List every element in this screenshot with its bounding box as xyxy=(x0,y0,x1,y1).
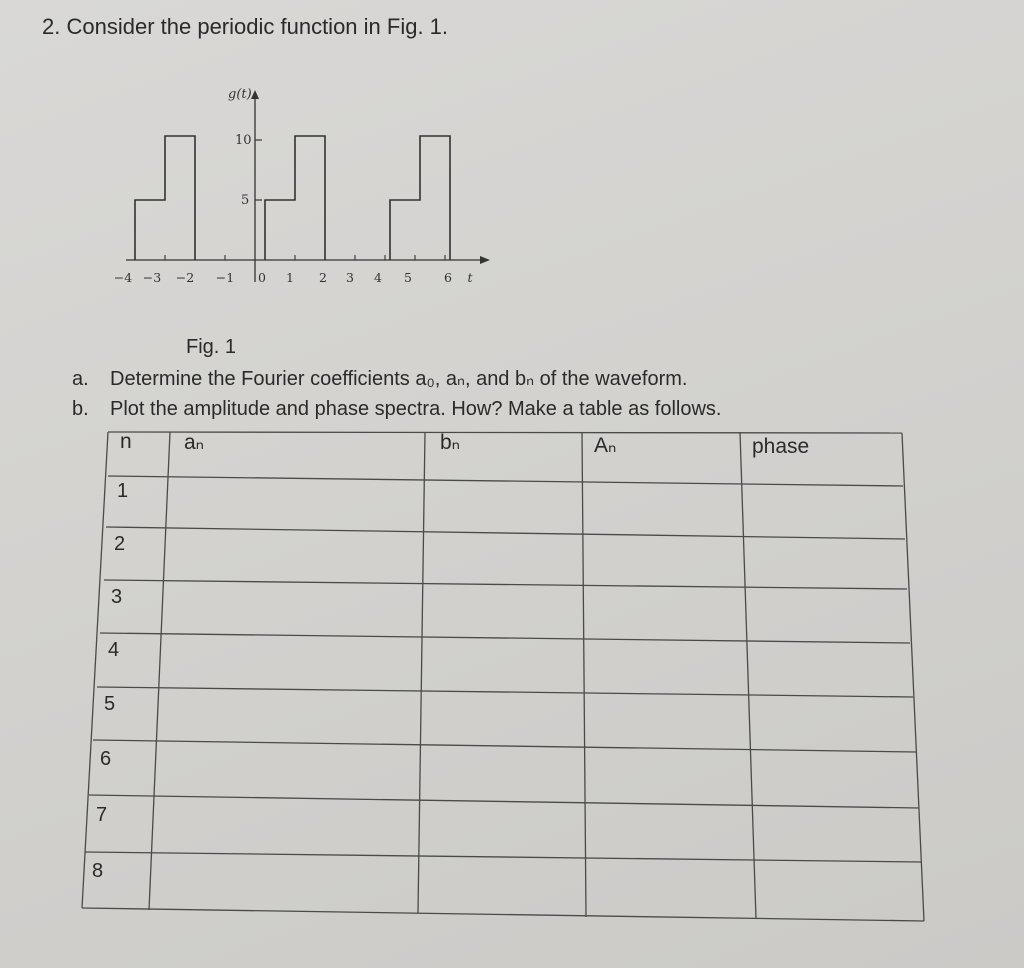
cell-An-5[interactable] xyxy=(586,695,749,747)
x-axis-label: t xyxy=(467,270,473,285)
figure-caption: Fig. 1 xyxy=(186,336,237,358)
row-label-7: 7 xyxy=(96,804,108,826)
pulse-1 xyxy=(135,136,195,260)
cell-an-2[interactable] xyxy=(168,531,423,581)
cell-An-3[interactable] xyxy=(585,588,745,638)
x-tick-label: 0 xyxy=(258,270,266,285)
cell-an-8[interactable] xyxy=(151,856,417,910)
waveform-plot xyxy=(110,84,500,294)
cell-An-1[interactable] xyxy=(584,483,740,531)
row-label-4: 4 xyxy=(108,639,120,661)
cell-bn-3[interactable] xyxy=(424,586,583,636)
cell-bn-1[interactable] xyxy=(426,481,582,529)
cell-phase-8[interactable] xyxy=(757,863,922,919)
table-line xyxy=(108,432,902,433)
x-tick-label: 2 xyxy=(319,270,327,285)
cell-an-1[interactable] xyxy=(170,479,424,527)
part-a-label: a. xyxy=(72,368,89,390)
question-text: Consider the periodic function in Fig. 1. xyxy=(66,14,449,39)
header-n: n xyxy=(120,430,132,453)
cell-an-7[interactable] xyxy=(154,800,418,854)
y-axis-label: g(t) xyxy=(228,87,252,102)
figure-1 xyxy=(110,84,500,294)
cell-bn-6[interactable] xyxy=(421,747,584,800)
y-axis-arrow xyxy=(251,90,259,99)
row-label-2: 2 xyxy=(114,533,126,555)
cell-An-2[interactable] xyxy=(584,536,742,586)
cell-phase-3[interactable] xyxy=(747,590,907,640)
row-label-6: 6 xyxy=(100,748,112,770)
cell-phase-7[interactable] xyxy=(755,808,918,862)
cell-bn-5[interactable] xyxy=(422,693,584,745)
x-tick-label: −1 xyxy=(215,270,235,285)
table-line xyxy=(82,432,108,908)
x-tick-label: 3 xyxy=(346,270,354,285)
question-number: 2. xyxy=(42,14,61,39)
cell-An-6[interactable] xyxy=(586,750,751,803)
part-b-text: Plot the amplitude and phase spectra. How? Make a table as follows. xyxy=(110,398,722,420)
x-axis-arrow xyxy=(480,256,490,264)
part-b-label: b. xyxy=(72,398,89,420)
y-tick-label-10: 10 xyxy=(235,133,252,148)
x-tick-label: 4 xyxy=(374,270,382,285)
cell-An-8[interactable] xyxy=(587,861,755,917)
cell-an-5[interactable] xyxy=(160,690,420,742)
cell-bn-7[interactable] xyxy=(420,803,585,857)
header-An: Aₙ xyxy=(594,434,617,457)
cell-phase-6[interactable] xyxy=(753,752,915,805)
cell-an-6[interactable] xyxy=(157,744,419,797)
x-tick-label: −3 xyxy=(142,270,162,285)
x-tick-label: −2 xyxy=(175,270,195,285)
part-a-text: Determine the Fourier coefficients a₀, aₙ, and bₙ of the waveform. xyxy=(110,368,688,390)
cell-phase-5[interactable] xyxy=(751,698,912,750)
cell-bn-2[interactable] xyxy=(425,534,582,584)
part-b xyxy=(72,398,721,421)
cell-phase-2[interactable] xyxy=(744,538,904,588)
cell-An-7[interactable] xyxy=(587,806,753,860)
header-phase: phase xyxy=(752,435,810,458)
x-tick-label: 1 xyxy=(286,270,294,285)
cell-An-4[interactable] xyxy=(585,640,746,692)
x-tick-label: −4 xyxy=(113,270,133,285)
question-title xyxy=(42,14,448,40)
pulse-3 xyxy=(390,136,450,260)
cell-bn-4[interactable] xyxy=(423,638,583,690)
cell-phase-1[interactable] xyxy=(742,486,902,534)
cell-an-4[interactable] xyxy=(163,636,421,688)
header-an: aₙ xyxy=(184,431,205,454)
y-tick-label-5: 5 xyxy=(241,193,250,208)
x-tick-label: 5 xyxy=(404,270,412,285)
row-label-8: 8 xyxy=(92,860,104,882)
cell-phase-4[interactable] xyxy=(748,643,909,695)
row-label-1: 1 xyxy=(117,480,129,502)
part-a xyxy=(72,366,687,391)
header-bn: bₙ xyxy=(440,431,461,454)
pulse-2 xyxy=(265,136,325,260)
row-label-3: 3 xyxy=(111,586,123,608)
cell-an-3[interactable] xyxy=(166,583,422,633)
x-tick-label: 6 xyxy=(444,270,452,285)
row-label-5: 5 xyxy=(104,693,116,715)
cell-bn-8[interactable] xyxy=(419,859,585,915)
